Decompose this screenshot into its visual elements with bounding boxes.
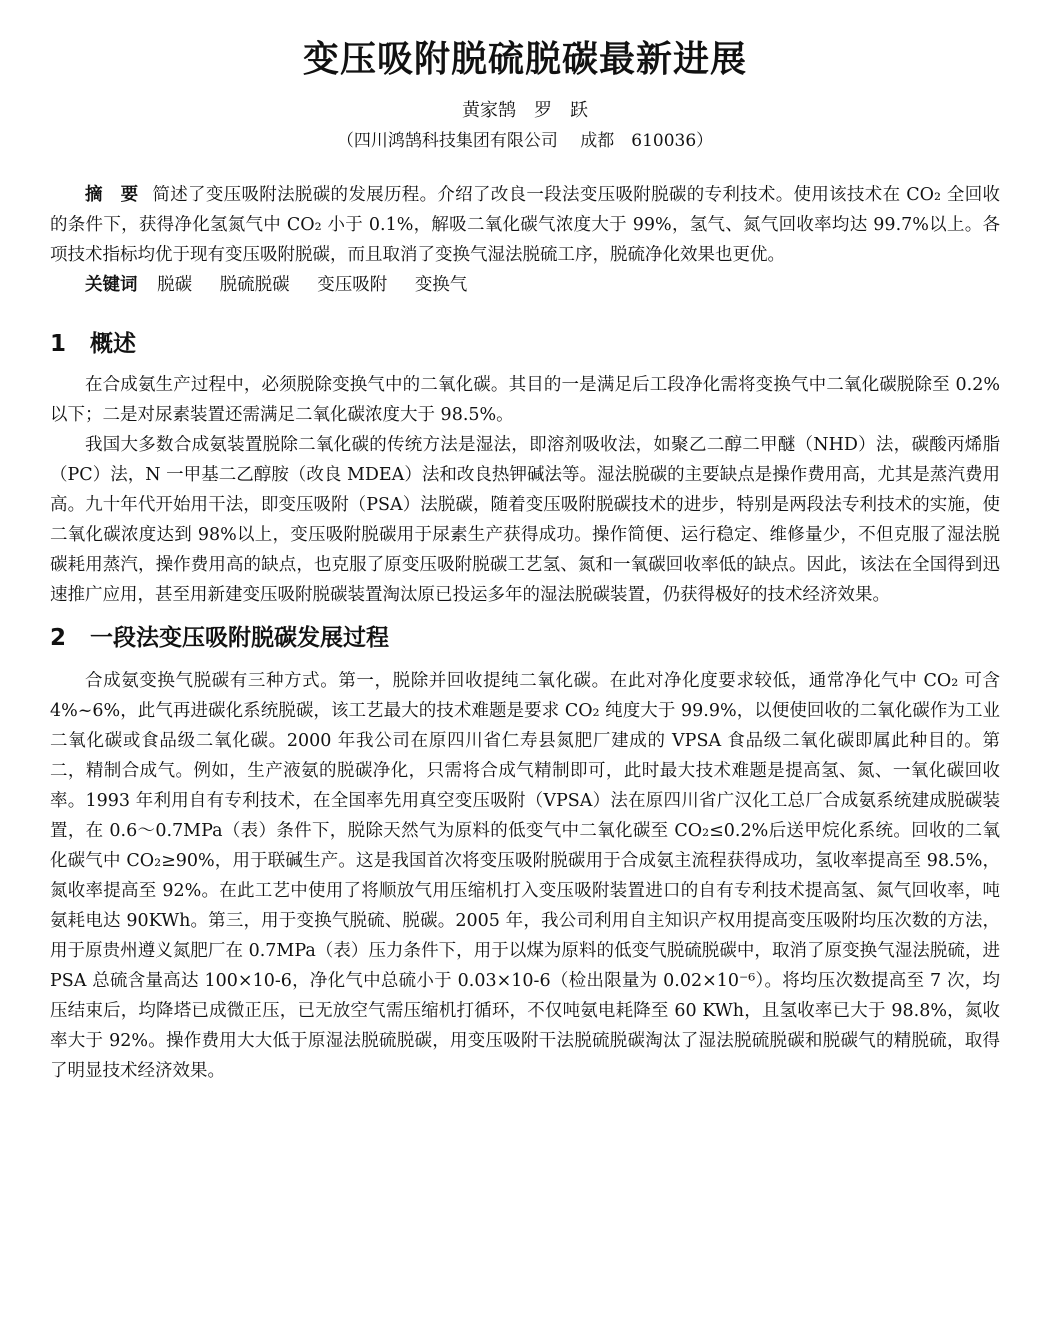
paragraph: 在合成氨生产过程中，必须脱除变换气中的二氧化碳。其目的一是满足后工段净化需将变换气中二氧化碳脱除至 0.2%以下；二是对尿素装置还需满足二氧化碳浓度大于 98.5%。: [50, 375, 1000, 425]
keyword: 脱碳: [157, 275, 193, 295]
section-number: 1: [50, 331, 67, 357]
affiliation: （四川鸿鹄科技集团有限公司 成都 610036）: [336, 131, 714, 151]
abstract: [50, 180, 1000, 270]
keywords-label: 关键词: [85, 275, 138, 295]
paragraph: 合成氨变换气脱碳有三种方式。第一，脱除并回收提纯二氧化碳。在此对净化度要求较低，通常净化气中 CO₂ 可含 4%~6%，此气再进碳化系统脱碳，该工艺最大的技术难题是要求 CO₂ 纯度大于 99.9%，以便使回收的二氧化碳作为工业二氧化碳或食品级二氧化碳。2000 年我公司在原四川省仁寿县氮肥厂建成的 VPSA 食品级二氧化碳即属此种目的。第二，精制合成气。例如，生产液氨的脱碳净化，只需将合成气精制即可，此时最大技术难题是提高氢、氮、一氧化碳回收率。1993 年利用自有专利技术，在全国率先用真空变压吸附（VPSA）法在原四川省广汉化工总厂合成氨系统建成脱碳装置，在 0.6～0.7MPa（表）条件下，脱除天然气为原料的低变气中二氧化碳至 CO₂≤0.2%后送甲烷化系统。回收的二氧化碳气中 CO₂≥90%，用于联碱生产。这是我国首次将变压吸附脱碳用于合成氨主流程获得成功，氢收率提高至 98.5%，氮收率提高至 92%。在此工艺中使用了将顺放气用压缩机打入变压吸附装置进口的自有专利技术提高氢、氮气回收率，吨氨耗电达 90KWh。第三，用于变换气脱硫、脱碳。2005 年，我公司利用自主知识产权用提高变压吸附均压次数的方法，用于原贵州遵义氮肥厂在 0.7MPa（表）压力条件下，用于以煤为原料的低变气脱硫脱碳中，取消了原变换气湿法脱硫，进 PSA 总硫含量高达 100×10-6，净化气中总硫小于 0.03×10-6（检出限量为 0.02×10⁻⁶）。将均压次数提高至 7 次，均压结束后，均降塔已成微正压，已无放空气需压缩机打循环，不仅吨氨电耗降至 60 KWh，且氢收率已大于 98.8%，氮收率大于 92%。操作费用大大低于原湿法脱硫脱碳，用变压吸附干法脱硫脱碳淘汰了湿法脱硫脱碳和脱碳气的精脱硫，取得了明显技术经济效果。: [50, 671, 1000, 1081]
section-title: 一段法变压吸附脱碳发展过程: [90, 625, 389, 651]
authors: 黄家鹄 罗 跃: [462, 100, 588, 121]
section-heading-1: [50, 328, 1000, 360]
abstract-label: 摘 要: [85, 185, 139, 205]
keyword: 脱硫脱碳: [219, 275, 290, 295]
abstract-text: 简述了变压吸附法脱碳的发展历程。介绍了改良一段法变压吸附脱碳的专利技术。使用该技术在 CO₂ 全回收的条件下，获得净化氢氮气中 CO₂ 小于 0.1%，解吸二氧化碳气浓度大于 99%，氢气、氮气回收率均达 99.7%以上。各项技术指标均优于现有变压吸附脱碳，而且取消了变换气湿法脱硫工序，脱硫净化效果也更优。: [50, 185, 1001, 265]
section-number: 2: [50, 625, 67, 651]
keyword: 变压吸附: [317, 275, 388, 295]
keyword: 变换气: [414, 275, 468, 295]
paper-title: 变压吸附脱硫脱碳最新进展: [302, 39, 747, 80]
keywords: [50, 270, 1000, 300]
section-heading-2: [50, 622, 1000, 654]
section-title: 概述: [90, 331, 136, 357]
paragraph: 我国大多数合成氨装置脱除二氧化碳的传统方法是湿法，即溶剂吸收法，如聚乙二醇二甲醚（NHD）法，碳酸丙烯脂（PC）法，N 一甲基二乙醇胺（改良 MDEA）法和改良热钾碱法等。湿法脱碳的主要缺点是操作费用高，尤其是蒸汽费用高。九十年代开始用干法，即变压吸附（PSA）法脱碳，随着变压吸附脱碳技术的进步，特别是两段法专利技术的实施，使二氧化碳浓度达到 98%以上，变压吸附脱碳用于尿素生产获得成功。操作简便、运行稳定、维修量少，不但克服了湿法脱碳耗用蒸汽，操作费用高的缺点，也克服了原变压吸附脱碳工艺氢、氮和一氧碳回收率低的缺点。因此，该法在全国得到迅速推广应用，甚至用新建变压吸附脱碳装置淘汰原已投运多年的湿法脱碳装置，仍获得极好的技术经济效果。: [50, 435, 1000, 605]
